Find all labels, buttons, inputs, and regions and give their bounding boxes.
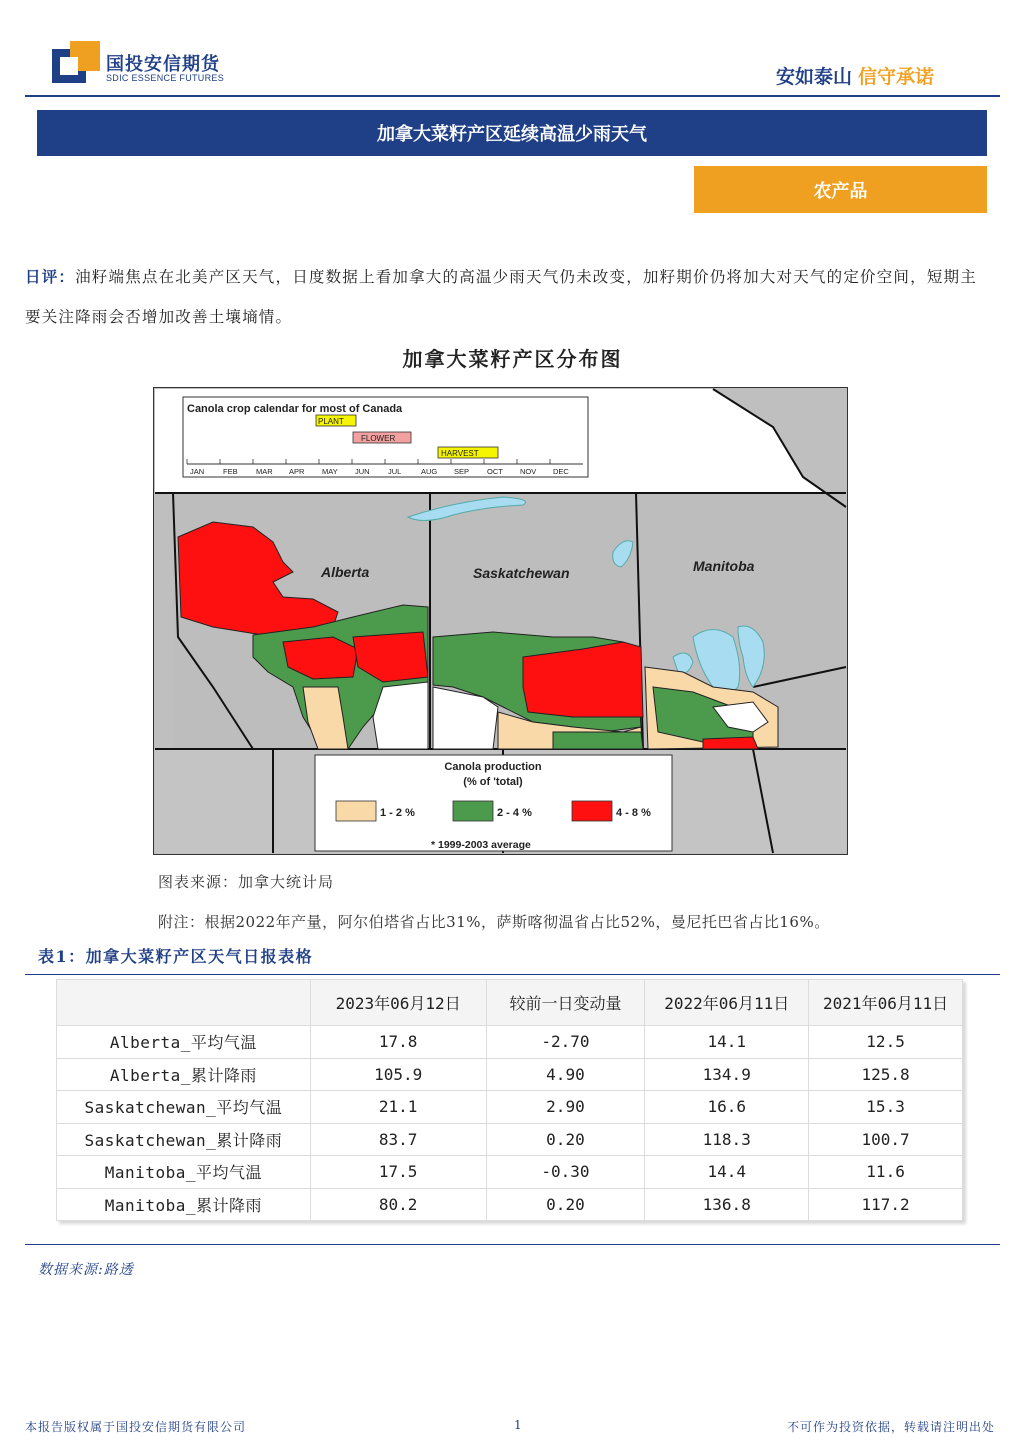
map-title: 加拿大菜籽产区分布图 — [402, 347, 623, 371]
table-cell: 17.8 — [310, 1026, 486, 1059]
weather-table — [56, 979, 963, 1221]
table-cell: 12.5 — [809, 1026, 963, 1059]
month-label: DEC — [553, 467, 569, 476]
table-cell: 136.8 — [645, 1188, 809, 1221]
map-legend — [315, 755, 672, 851]
legend-title: Canola production — [444, 761, 542, 773]
month-label: MAR — [256, 467, 273, 476]
table-cell: Manitoba_累计降雨 — [57, 1188, 311, 1221]
table-cell: 125.8 — [809, 1058, 963, 1091]
table-cell: 14.4 — [645, 1156, 809, 1189]
slogan-part1: 安如泰山 — [776, 66, 853, 88]
figure-note: 附注：根据2022年产量，阿尔伯塔省占比31%，萨斯喀彻温省占比52%，曼尼托巴省占比16%。 — [158, 913, 830, 931]
table-cell: 117.2 — [809, 1188, 963, 1221]
table-header-cell: 2022年06月11日 — [645, 980, 809, 1026]
month-label: OCT — [487, 467, 503, 476]
table-cell: 4.90 — [486, 1058, 645, 1091]
table-header-cell: 2021年06月11日 — [809, 980, 963, 1026]
table-cell: 2.90 — [486, 1091, 645, 1124]
table-cell: 83.7 — [310, 1123, 486, 1156]
canola-region-map — [153, 387, 848, 855]
table-cell: Alberta_平均气温 — [57, 1026, 311, 1059]
legend-label-3: 4 - 8 % — [616, 807, 651, 819]
stage-plant: PLANT — [318, 417, 344, 426]
slogan — [776, 62, 934, 89]
month-label: SEP — [454, 467, 470, 476]
table-title-divider — [25, 974, 1000, 975]
table-row — [57, 1156, 963, 1189]
page-number: 1 — [514, 1418, 522, 1432]
table-cell: 118.3 — [645, 1123, 809, 1156]
table-cell: -2.70 — [486, 1026, 645, 1059]
table-cell: 100.7 — [809, 1123, 963, 1156]
table-row — [57, 1123, 963, 1156]
month-label: MAY — [322, 467, 338, 476]
legend-label-2: 2 - 4 % — [497, 807, 532, 819]
category-badge: 农产品 — [694, 166, 987, 213]
legend-subtitle: (% of 'total) — [463, 776, 523, 788]
table-cell: 17.5 — [310, 1156, 486, 1189]
brand-name-en: SDIC ESSENCE FUTURES — [106, 73, 225, 83]
table-cell: 16.6 — [645, 1091, 809, 1124]
table-cell: Manitoba_平均气温 — [57, 1156, 311, 1189]
data-source: 数据来源:路透 — [38, 1262, 134, 1278]
company-logo-icon — [52, 41, 100, 85]
province-label-manitoba: Manitoba — [693, 558, 755, 574]
table-cell: 80.2 — [310, 1188, 486, 1221]
table-cell: 0.20 — [486, 1188, 645, 1221]
month-label: JUL — [388, 467, 402, 476]
crop-calendar — [183, 397, 588, 477]
month-label: NOV — [520, 467, 537, 476]
stage-flower: FLOWER — [361, 434, 396, 443]
daily-review — [25, 257, 990, 337]
month-label: APR — [289, 467, 305, 476]
province-label-saskatchewan: Saskatchewan — [473, 565, 570, 581]
month-label: JUN — [355, 467, 370, 476]
table-header-cell: 较前一日变动量 — [486, 980, 645, 1026]
table-row — [57, 1026, 963, 1059]
review-label: 日评： — [25, 267, 76, 286]
legend-footnote: * 1999-2003 average — [431, 839, 531, 851]
table-cell: Saskatchewan_累计降雨 — [57, 1123, 311, 1156]
table-row — [57, 1058, 963, 1091]
calendar-title: Canola crop calendar for most of Canada — [187, 403, 403, 415]
table-cell: 134.9 — [645, 1058, 809, 1091]
table-row — [57, 1091, 963, 1124]
table-cell: 15.3 — [809, 1091, 963, 1124]
table-header-cell — [57, 980, 311, 1026]
report-title: 加拿大菜籽产区延续高温少雨天气 — [37, 110, 987, 156]
table-cell: 11.6 — [809, 1156, 963, 1189]
month-label: JAN — [190, 467, 205, 476]
month-label: AUG — [421, 467, 438, 476]
table-cell: 14.1 — [645, 1026, 809, 1059]
table-cell: Saskatchewan_平均气温 — [57, 1091, 311, 1124]
table-cell: 105.9 — [310, 1058, 486, 1091]
table-cell: Alberta_累计降雨 — [57, 1058, 311, 1091]
table-header-cell: 2023年06月12日 — [310, 980, 486, 1026]
month-label: FEB — [223, 467, 238, 476]
table-bottom-divider — [25, 1244, 1000, 1245]
table-cell: -0.30 — [486, 1156, 645, 1189]
province-label-alberta: Alberta — [321, 564, 370, 580]
review-text: 油籽端焦点在北美产区天气，日度数据上看加拿大的高温少雨天气仍未改变，加籽期价仍将加大对天气的定价空间，短期主要关注降雨会否增加改善土壤墒情。 — [25, 268, 977, 326]
footer-disclaimer: 不可作为投资依据，转载请注明出处 — [786, 1420, 995, 1434]
table-row — [57, 1188, 963, 1221]
slogan-part2: 信守承诺 — [858, 66, 935, 88]
stage-harvest: HARVEST — [441, 449, 479, 458]
table-title: 表1：加拿大菜籽产区天气日报表格 — [38, 947, 314, 966]
table-cell: 21.1 — [310, 1091, 486, 1124]
table-cell: 0.20 — [486, 1123, 645, 1156]
brand-name-cn: 国投安信期货 — [106, 54, 220, 75]
table-header-row — [57, 980, 963, 1026]
legend-label-1: 1 - 2 % — [380, 807, 415, 819]
footer-copyright: 本报告版权属于国投安信期货有限公司 — [25, 1420, 247, 1434]
figure-source: 图表来源：加拿大统计局 — [158, 873, 335, 891]
header-divider — [25, 95, 1000, 97]
